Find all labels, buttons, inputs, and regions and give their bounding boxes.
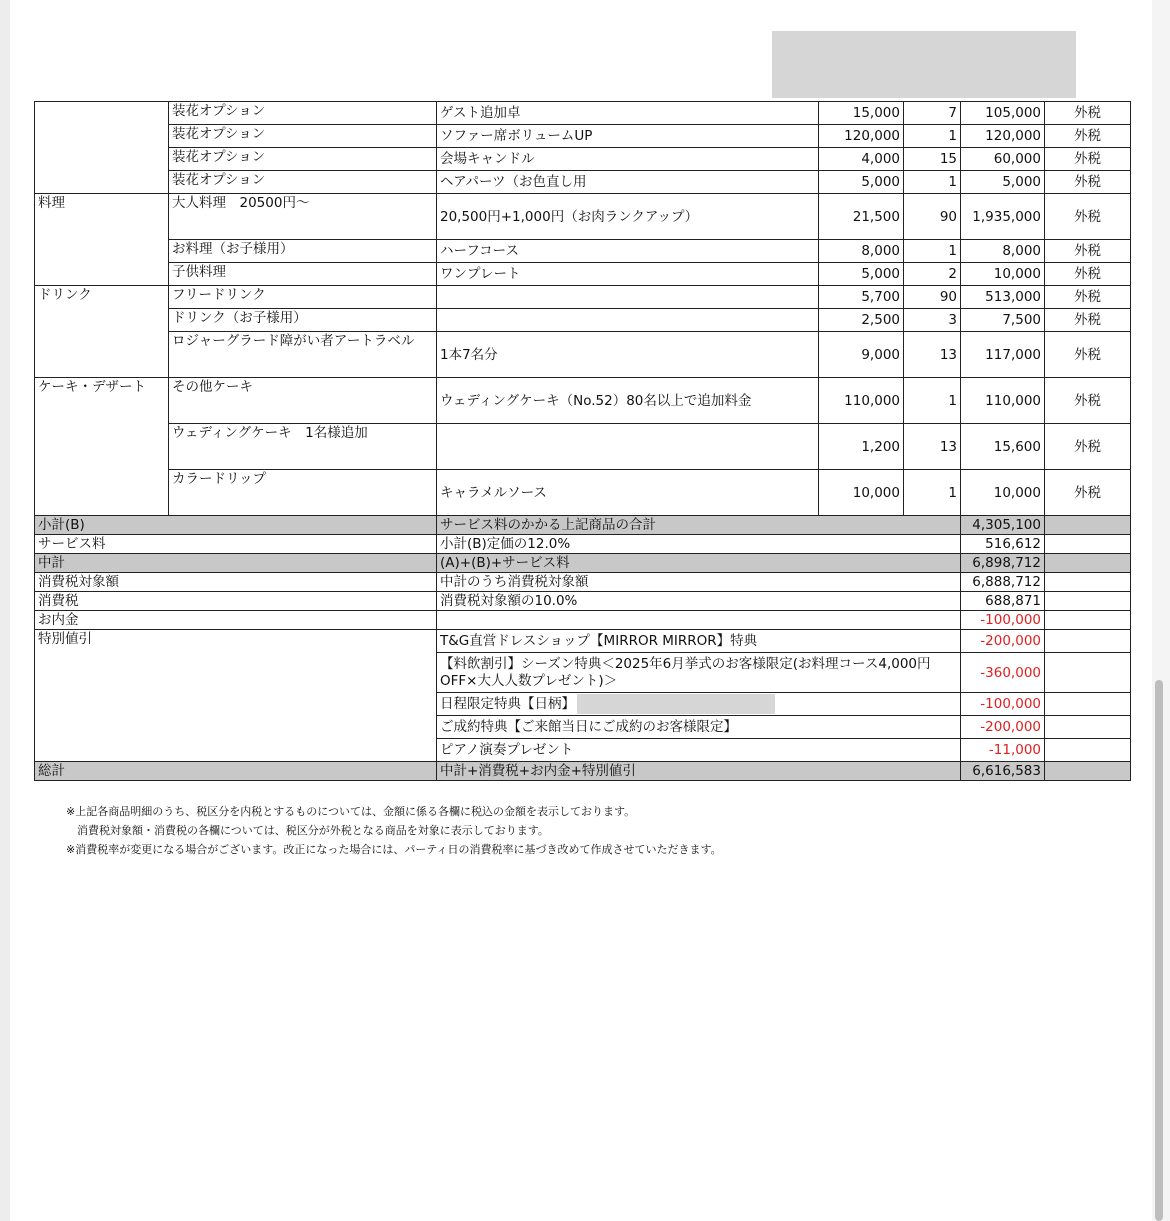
item-name: 装花オプション <box>169 148 437 171</box>
tax-type: 外税 <box>1045 424 1131 470</box>
item-name: 装花オプション <box>169 125 437 148</box>
unit-price: 110,000 <box>819 378 904 424</box>
unit-price: 5,000 <box>819 171 904 194</box>
amount: 513,000 <box>961 286 1045 309</box>
quantity: 1 <box>904 378 961 424</box>
quantity: 13 <box>904 332 961 378</box>
category-cell: ケーキ・デザート <box>35 378 169 516</box>
discount-amount: -360,000 <box>961 653 1045 693</box>
amount: 110,000 <box>961 378 1045 424</box>
total-label: 総計 <box>35 762 437 781</box>
quantity: 1 <box>904 125 961 148</box>
table-row <box>35 194 1131 240</box>
amount: 10,000 <box>961 263 1045 286</box>
total-desc: 中計+消費税+お内金+特別値引 <box>437 762 961 781</box>
summary-desc: 小計(B)定価の12.0% <box>437 535 961 554</box>
item-name: ロジャーグラード障がい者アートラベル <box>169 332 437 378</box>
discount-amount: -11,000 <box>961 739 1045 762</box>
category-cell: ドリンク <box>35 286 169 378</box>
amount: 120,000 <box>961 125 1045 148</box>
unit-price: 120,000 <box>819 125 904 148</box>
summary-label: 消費税 <box>35 592 437 611</box>
category-cell <box>35 102 169 194</box>
footnote: ※消費税率が変更になる場合がございます。改正になった場合には、パーティ日の消費税率に基づき改めて作成させていただきます。 <box>66 843 722 856</box>
unit-price: 1,200 <box>819 424 904 470</box>
item-desc: 1本7名分 <box>437 332 819 378</box>
item-desc: ハーフコース <box>437 240 819 263</box>
summary-label: 中計 <box>35 554 437 573</box>
item-desc: ソファー席ボリュームUP <box>437 125 819 148</box>
amount: 8,000 <box>961 240 1045 263</box>
table-row <box>35 424 1131 470</box>
item-name: ウェディングケーキ 1名様追加 <box>169 424 437 470</box>
footnote: ※上記各商品明細のうち、税区分を内税とするものについては、金額に係る各欄に税込の金額を表示しております。 <box>66 805 636 818</box>
amount: 5,000 <box>961 171 1045 194</box>
item-name: 大人料理 20500円～ <box>169 194 437 240</box>
summary-label: 小計(B) <box>35 516 437 535</box>
discount-amount: -200,000 <box>961 630 1045 653</box>
summary-desc: (A)+(B)+サービス料 <box>437 554 961 573</box>
summary-label: 消費税対象額 <box>35 573 437 592</box>
discount-label: 特別値引 <box>35 630 437 762</box>
amount: 10,000 <box>961 470 1045 516</box>
table-row <box>35 240 1131 263</box>
table-row <box>35 470 1131 516</box>
table-row <box>35 263 1131 286</box>
total-amount: 6,616,583 <box>961 762 1045 781</box>
item-desc: キャラメルソース <box>437 470 819 516</box>
table-row <box>35 102 1131 125</box>
amount: 117,000 <box>961 332 1045 378</box>
quantity: 13 <box>904 424 961 470</box>
redacted-area <box>772 31 1076 98</box>
consumption-tax-row <box>35 592 1131 611</box>
subtotal-b-row <box>35 516 1131 535</box>
quantity: 1 <box>904 470 961 516</box>
quantity: 1 <box>904 240 961 263</box>
summary-amount: 6,898,712 <box>961 554 1045 573</box>
discount-desc: T&G直営ドレスショップ【MIRROR MIRROR】特典 <box>437 630 961 653</box>
summary-amount: 688,871 <box>961 592 1045 611</box>
summary-desc: 消費税対象額の10.0% <box>437 592 961 611</box>
unit-price: 5,000 <box>819 263 904 286</box>
item-desc: ヘアパーツ（お色直し用 <box>437 171 819 194</box>
item-name: カラードリップ <box>169 470 437 516</box>
taxable-amount-row <box>35 573 1131 592</box>
tax-type: 外税 <box>1045 171 1131 194</box>
deposit-row <box>35 611 1131 630</box>
category-cell: 料理 <box>35 194 169 286</box>
item-name: フリードリンク <box>169 286 437 309</box>
tax-type: 外税 <box>1045 263 1131 286</box>
summary-amount: 6,888,712 <box>961 573 1045 592</box>
item-desc <box>437 286 819 309</box>
quantity: 7 <box>904 102 961 125</box>
item-desc: ゲスト追加卓 <box>437 102 819 125</box>
quantity: 2 <box>904 263 961 286</box>
quantity: 90 <box>904 286 961 309</box>
table-row <box>35 171 1131 194</box>
item-name: 装花オプション <box>169 102 437 125</box>
summary-amount: -100,000 <box>961 611 1045 630</box>
summary-label: お内金 <box>35 611 437 630</box>
unit-price: 9,000 <box>819 332 904 378</box>
quantity: 1 <box>904 171 961 194</box>
tax-type: 外税 <box>1045 148 1131 171</box>
scrollbar-thumb[interactable] <box>1155 680 1163 1221</box>
tax-type: 外税 <box>1045 194 1131 240</box>
midtotal-row <box>35 554 1131 573</box>
quantity: 3 <box>904 309 961 332</box>
unit-price: 10,000 <box>819 470 904 516</box>
item-name: 装花オプション <box>169 171 437 194</box>
discount-desc: 日程限定特典【日柄】 <box>440 696 575 712</box>
footnotes <box>66 802 722 859</box>
amount: 60,000 <box>961 148 1045 171</box>
tax-type: 外税 <box>1045 125 1131 148</box>
item-desc <box>437 424 819 470</box>
item-desc <box>437 309 819 332</box>
unit-price: 2,500 <box>819 309 904 332</box>
item-name: ドリンク（お子様用） <box>169 309 437 332</box>
summary-desc <box>437 611 961 630</box>
summary-label: サービス料 <box>35 535 437 554</box>
tax-type: 外税 <box>1045 240 1131 263</box>
table-row <box>35 148 1131 171</box>
tax-type: 外税 <box>1045 286 1131 309</box>
service-charge-row <box>35 535 1131 554</box>
item-name: その他ケーキ <box>169 378 437 424</box>
item-desc: 会場キャンドル <box>437 148 819 171</box>
unit-price: 8,000 <box>819 240 904 263</box>
unit-price: 5,700 <box>819 286 904 309</box>
unit-price: 15,000 <box>819 102 904 125</box>
table-row <box>35 309 1131 332</box>
discount-desc: 【料飲割引】シーズン特典＜2025年6月挙式のお客様限定(お料理コース4,000円OFF×大人人数プレゼント)＞ <box>437 653 961 693</box>
table-row <box>35 378 1131 424</box>
item-name: 子供料理 <box>169 263 437 286</box>
quantity: 90 <box>904 194 961 240</box>
summary-desc: 中計のうち消費税対象額 <box>437 573 961 592</box>
summary-amount: 516,612 <box>961 535 1045 554</box>
tax-type: 外税 <box>1045 102 1131 125</box>
discount-row <box>35 630 1131 653</box>
discount-desc: ピアノ演奏プレゼント <box>437 739 961 762</box>
amount: 105,000 <box>961 102 1045 125</box>
tax-type: 外税 <box>1045 309 1131 332</box>
footnote: 消費税対象額・消費税の各欄については、税区分が外税となる商品を対象に表示しております。 <box>66 824 549 837</box>
item-desc: 20,500円+1,000円（お肉ランクアップ） <box>437 194 819 240</box>
grand-total-row <box>35 762 1131 781</box>
discount-amount: -200,000 <box>961 716 1045 739</box>
tax-type: 外税 <box>1045 378 1131 424</box>
item-desc: ウェディングケーキ（No.52）80名以上で追加料金 <box>437 378 819 424</box>
amount: 1,935,000 <box>961 194 1045 240</box>
tax-type: 外税 <box>1045 332 1131 378</box>
item-name: お料理（お子様用） <box>169 240 437 263</box>
estimate-table <box>34 101 1131 781</box>
summary-amount: 4,305,100 <box>961 516 1045 535</box>
amount: 7,500 <box>961 309 1045 332</box>
discount-amount: -100,000 <box>961 693 1045 716</box>
redacted-area <box>577 694 775 714</box>
unit-price: 21,500 <box>819 194 904 240</box>
quantity: 15 <box>904 148 961 171</box>
discount-desc: ご成約特典【ご来館当日にご成約のお客様限定】 <box>437 716 961 739</box>
summary-desc: サービス料のかかる上記商品の合計 <box>437 516 961 535</box>
item-desc: ワンプレート <box>437 263 819 286</box>
table-row <box>35 332 1131 378</box>
table-row <box>35 125 1131 148</box>
tax-type: 外税 <box>1045 470 1131 516</box>
table-row <box>35 286 1131 309</box>
unit-price: 4,000 <box>819 148 904 171</box>
amount: 15,600 <box>961 424 1045 470</box>
